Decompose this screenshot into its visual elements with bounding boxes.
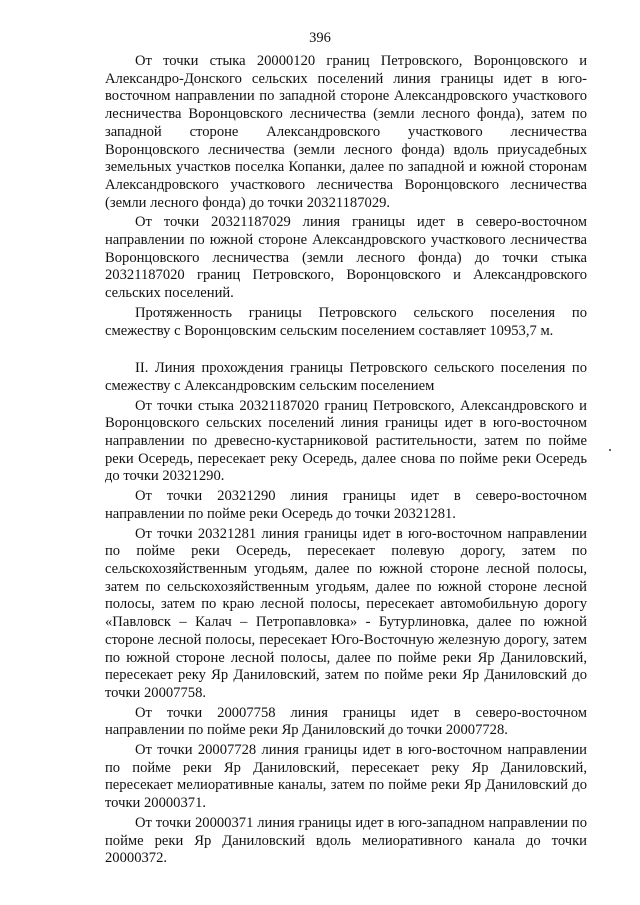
paragraph: От точки 20321290 линия границы идет в северо-восточном направлении по пойме реки Осередь до точки 20321281. (105, 488, 587, 522)
paragraph: От точки 20000371 линия границы идет в юго-западном направлении по пойме реки Яр Даниловский вдоль мелиоративного канала до точки 20000372. (105, 814, 587, 867)
paragraph: Протяженность границы Петровского сельского поселения по смежеству с Воронцовским сельским поселением составляет 10953,7 м. (105, 304, 587, 339)
paragraph: От точки 20007758 линия границы идет в северо-восточном направлении по пойме реки Яр Даниловский до точки 20007728. (105, 704, 587, 739)
paragraph: От точки стыка 20321187020 границ Петровского, Александровского и Воронцовского сельских поселений линия границы идет в юго-восточном направлении по древесно-кустарниковой растительности, затем по пойме реки Осередь, пересекает реку Осередь, далее снова по пойме реки Осередь до точки 20321290. (105, 397, 587, 485)
paragraph: От точки 20321281 линия границы идет в юго-восточном направлении по пойме реки Осередь, пересекает полевую дорогу, затем по сельскохозяйственным угодьям, далее по южной стороне лесной полосы, затем по сельскохозяйственным угодьям, далее по южной стороне лесной полосы, затем по краю лесной полосы, пересекает автомобильную дорогу «Павловск – Калач – Петропавловка» - Бутурлиновка, далее по южной стороне лесной полосы, пересекает Юго-Восточную железную дорогу, затем по южной стороне лесной полосы, далее по пойме реки Яр Даниловский, пересекает реку Яр Даниловский, затем по пойме реки Яр Даниловский до точки 20007758. (105, 525, 587, 701)
section-heading: II. Линия прохождения границы Петровского сельского поселения по смежеству с Александровским сельским поселением (105, 360, 587, 394)
margin-dot (609, 449, 611, 451)
paragraph: От точки 20007728 линия границы идет в юго-восточном направлении по пойме реки Яр Даниловский, пересекает реку Яр Даниловский, пересекает мелиоративные каналы, затем по пойме реки Яр Даниловский до точки 20000371. (105, 742, 587, 812)
document-body (105, 53, 587, 868)
paragraph: От точки 20321187029 линия границы идет в северо-восточном направлении по южной стороне Александровского участкового лесничества Воронцовского лесничества (земли лесного фонда) до точки стыка 20321187020 границ Петровского, Воронцовского и Александровского сельских поселений. (105, 214, 587, 302)
page-number: 396 (309, 30, 331, 46)
paragraph: От точки стыка 20000120 границ Петровского, Воронцовского и Александро-Донского сельских поселений линия границы идет в юго-восточном направлении по западной стороне Александровского участкового лесничества Воронцовского лесничества (земли лесного фонда), затем по западной стороне Александровского участкового лесничества Воронцовского лесничества (земли лесного фонда) вдоль приусадебных земельных участков поселка Копанки, далее по западной и южной сторонам Александровского участкового лесничества Воронцовского лесничества (земли лесного фонда) до точки 20321187029. (105, 53, 587, 211)
